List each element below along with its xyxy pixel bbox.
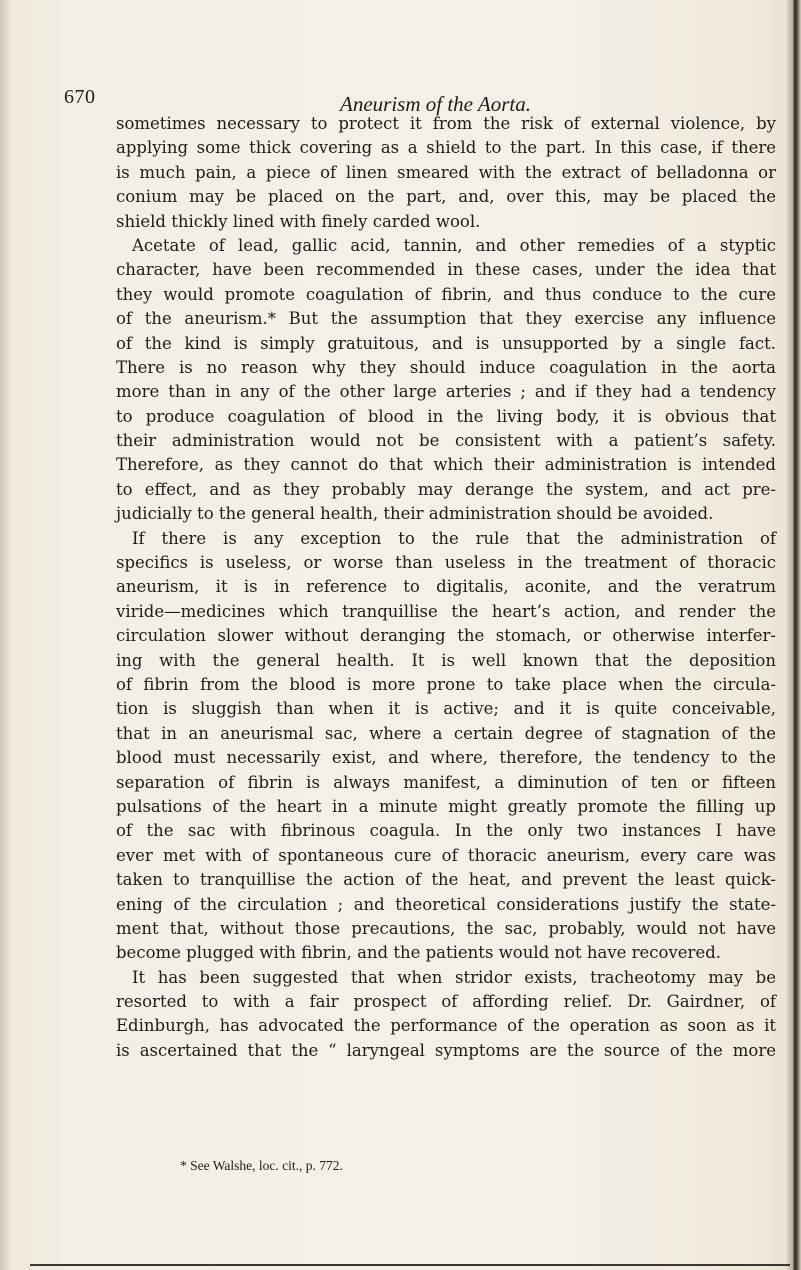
body-text [116,112,776,1063]
text-line: ening of the circulation ; and theoretical considerations justify the state- [116,894,776,914]
text-line: become plugged with fibrin, and the patients would not have recovered. [116,943,722,963]
page-binding-edge [787,0,801,1270]
text-line: viride—medicines which tranquillise the heart’s action, and render the [116,601,776,621]
text-line: that in an aneurismal sac, where a certain degree of stagnation of the [116,723,776,743]
text-line: is ascertained that the “ laryngeal symptoms are the source of the more [116,1040,776,1060]
text-line: Acetate of lead, gallic acid, tannin, and other remedies of a styptic [132,235,776,255]
text-line: to effect, and as they probably may derange the system, and act pre- [116,479,776,499]
text-line: circulation slower without deranging the stomach, or otherwise interfer- [116,626,776,646]
text-line: ment that, without those precautions, the sac, probably, would not have [116,918,776,938]
text-line: character, have been recommended in these cases, under the idea that [116,260,776,280]
text-line: There is no reason why they should induce coagulation in the aorta [116,357,776,377]
text-line: Therefore, as they cannot do that which their administration is intended [116,455,776,475]
text-line: tion is sluggish than when it is active; and it is quite conceivable, [116,699,776,719]
text-line: of the kind is simply gratuitous, and is unsupported by a single fact. [116,333,776,353]
text-line: Edinburgh, has advocated the performance of the operation as soon as it [116,1016,776,1036]
text-line: sometimes necessary to protect it from the risk of external violence, by [116,114,776,133]
text-line: their administration would not be consistent with a patient’s safety. [116,431,776,451]
text-line: specifics is useless, or worse than useless in the treatment of thoracic [116,553,776,573]
text-line: ing with the general health. It is well known that the deposition [116,650,776,670]
text-line: judicially to the general health, their administration should be avoided. [116,504,714,524]
text-line: separation of fibrin is always manifest, a diminution of ten or fifteen [116,772,776,792]
text-line: taken to tranquillise the action of the heat, and prevent the least quick- [116,870,776,890]
text-line: If there is any exception to the rule that the administration of [132,528,776,548]
text-line: aneurism, it is in reference to digitalis, aconite, and the veratrum [116,577,776,597]
footnote: * See Walshe, loc. cit., p. 772. [180,1158,343,1173]
text-line: of fibrin from the blood is more prone to take place when the circula- [116,674,776,694]
text-line: to produce coagulation of blood in the living body, it is obvious that [116,406,776,426]
text-line: of the aneurism.* But the assumption that they exercise any influence [116,309,776,329]
text-line: resorted to with a fair prospect of affording relief. Dr. Gairdner, of [116,992,776,1012]
text-line: applying some thick covering as a shield to the part. In this case, if there [116,138,776,158]
text-line: more than in any of the other large arteries ; and if they had a tendency [116,382,776,402]
page-number: 670 [64,86,96,108]
text-line: pulsations of the heart in a minute might greatly promote the filling up [116,796,776,816]
text-line: It has been suggested that when stridor exists, tracheotomy may be [132,967,776,987]
text-line: is much pain, a piece of linen smeared with the extract of belladonna or [116,162,776,182]
running-title: Aneurism of the Aorta. [340,92,531,116]
bottom-rule [30,1264,790,1266]
text-line: shield thickly lined with finely carded wool. [116,211,481,231]
page-gutter-shadow [0,0,10,1270]
text-line: they would promote coagulation of fibrin, and thus conduce to the cure [116,284,776,304]
text-line: blood must necessarily exist, and where, therefore, the tendency to the [116,748,776,768]
text-line: conium may be placed on the part, and, over this, may be placed the [116,187,776,207]
text-line: of the sac with fibrinous coagula. In the only two instances I have [116,821,776,841]
text-line: ever met with of spontaneous cure of thoracic aneurism, every care was [116,845,776,865]
